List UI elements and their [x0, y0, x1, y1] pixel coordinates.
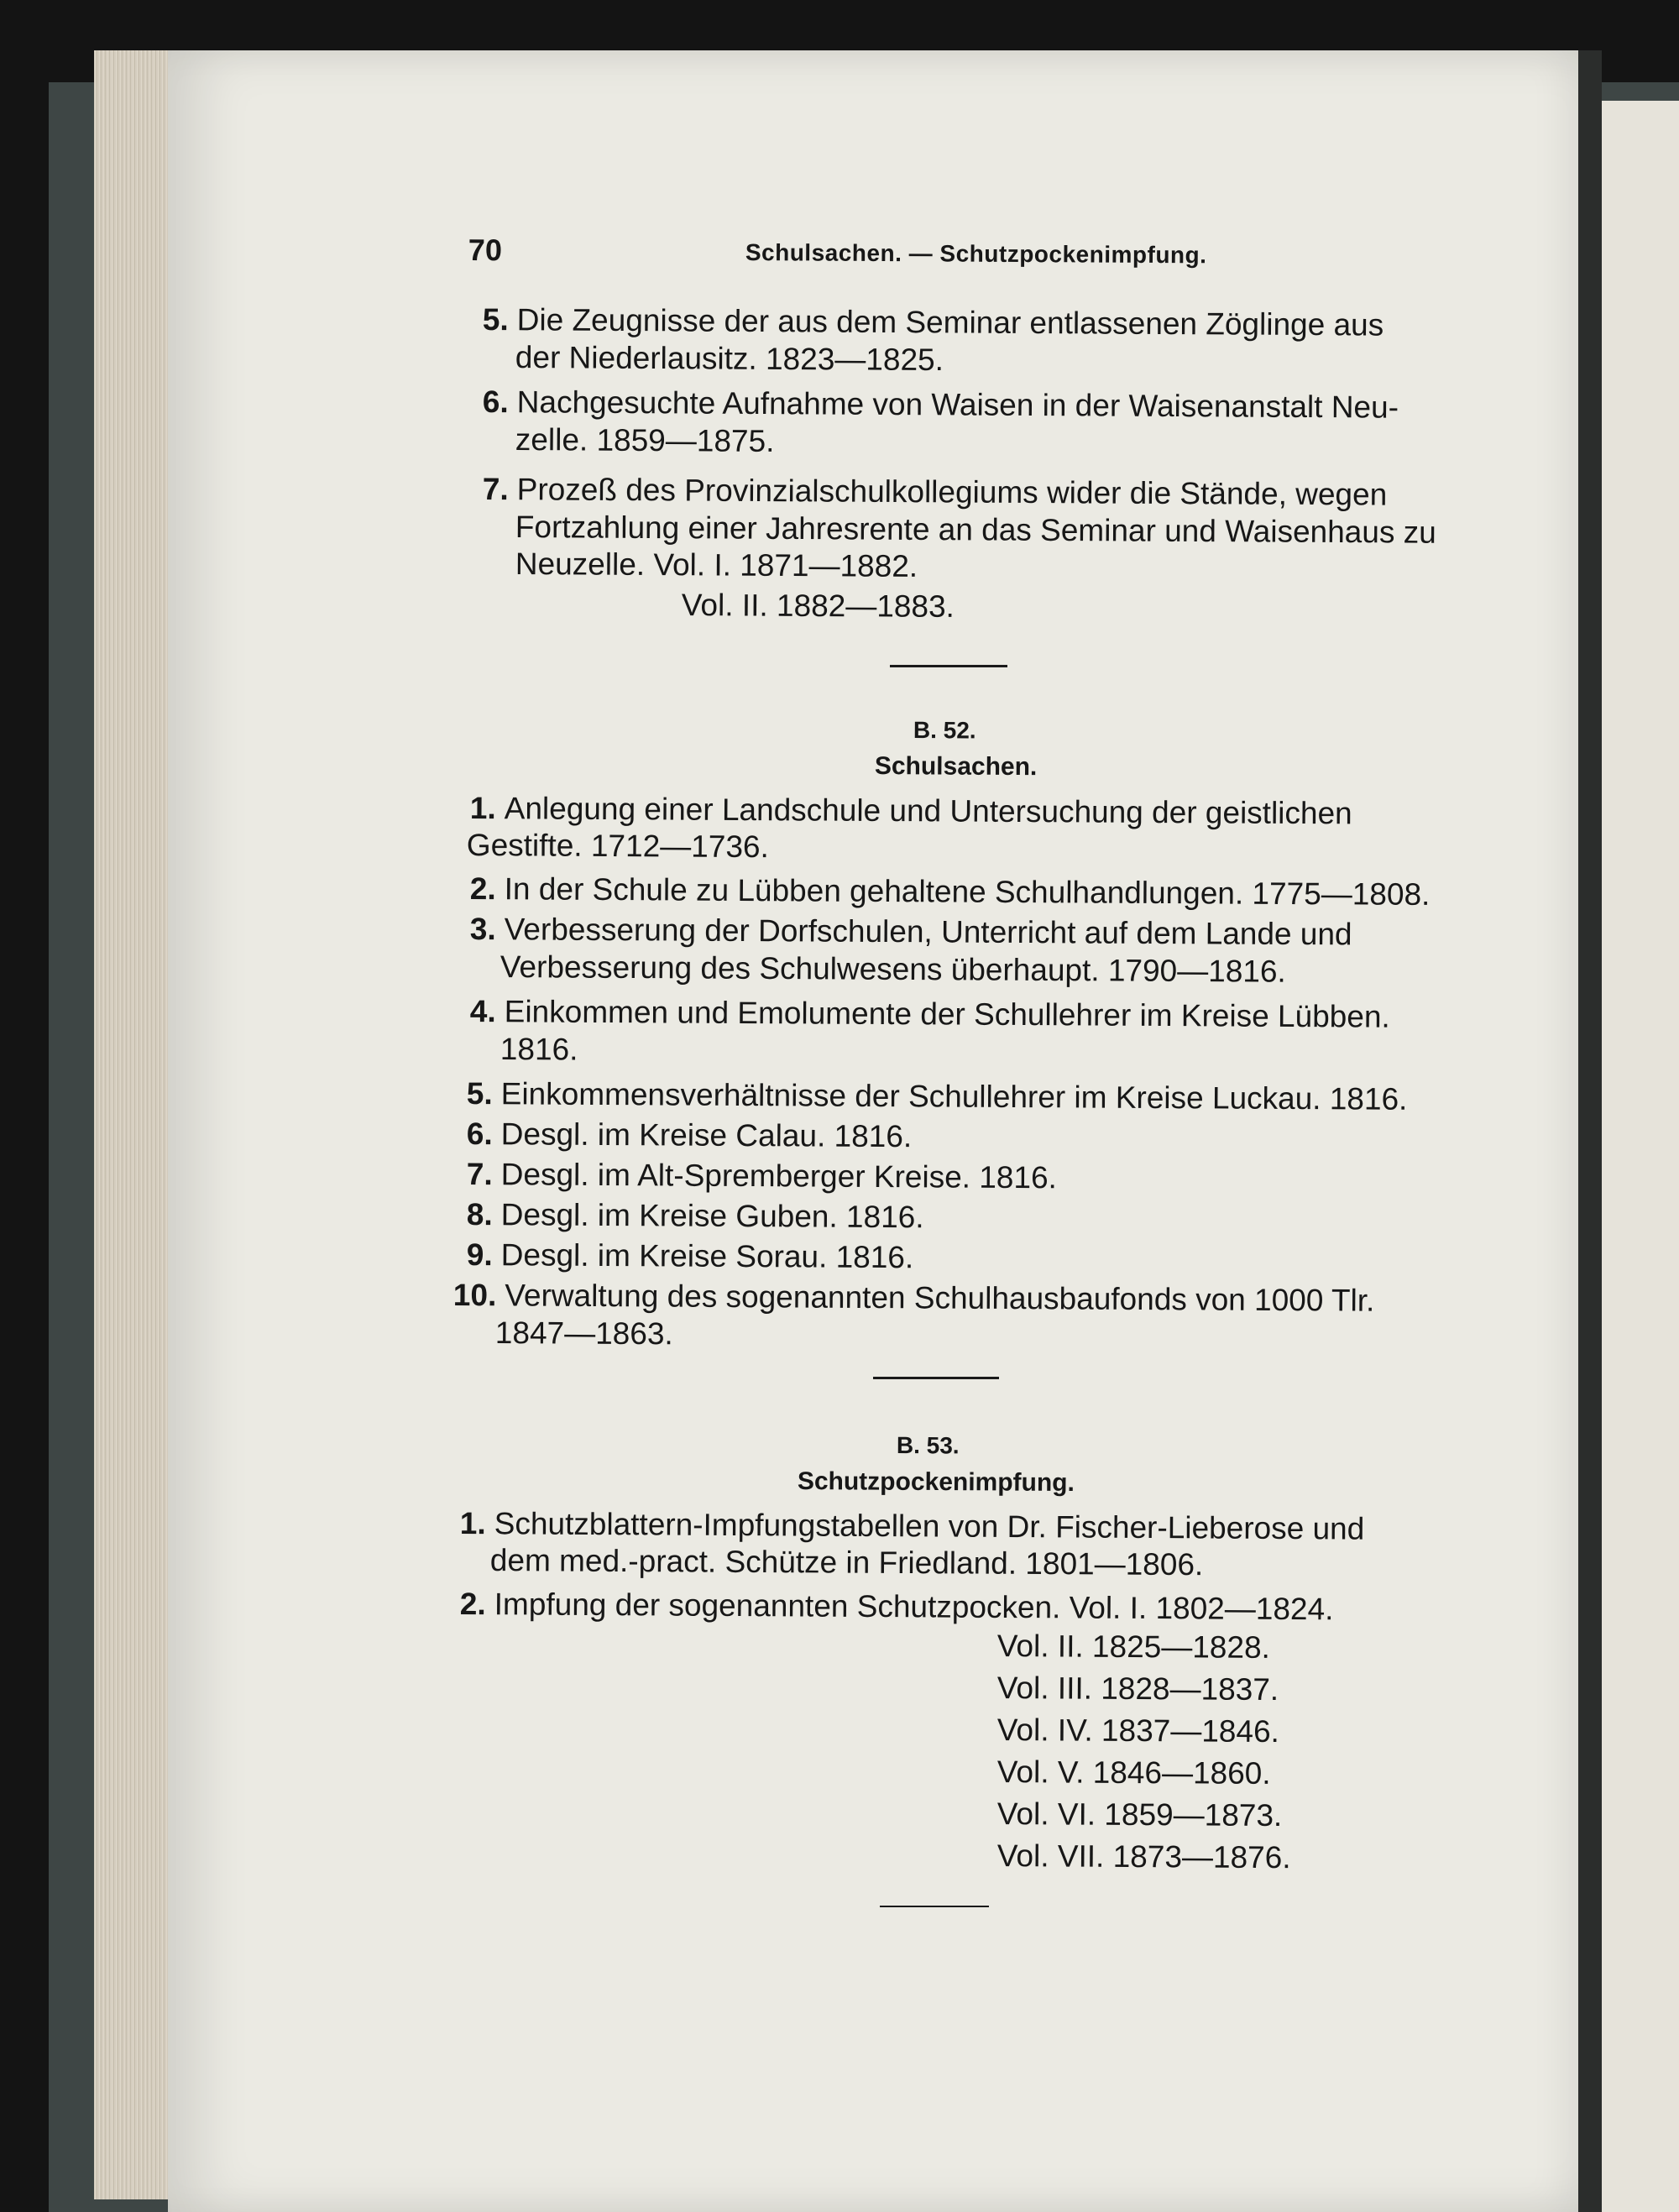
list-item: 1. Schutzblattern-Impfungstabellen von Dr. Fischer-Lieberose und [459, 1506, 1365, 1546]
list-item-continuation: Fortzahlung einer Jahresrente an das Seminar und Waisenhaus zu [515, 510, 1436, 550]
list-item: 2. Impfung der sogenannten Schutzpocken. Vol. I. 1802—1824. [459, 1587, 1334, 1627]
list-item: 10. Verwaltung des sogenannten Schulhausbaufonds von 1000 Tlr. [452, 1278, 1375, 1318]
book-gutter [1578, 50, 1602, 2212]
list-item-continuation: der Niederlausitz. 1823—1825. [515, 340, 944, 378]
list-item: 5. Die Zeugnisse der aus dem Seminar entlassenen Zöglinge aus [482, 302, 1384, 343]
page-number: 70 [468, 233, 503, 268]
section-number: B. 52. [913, 717, 976, 744]
list-item-continuation: Verbesserung des Schulwesens überhaupt. 1790—1816. [500, 949, 1286, 989]
list-item: 2. In der Schule zu Lübben gehaltene Schulhandlungen. 1775—1808. [469, 871, 1431, 912]
list-item: 6. Nachgesuchte Aufnahme von Waisen in der Waisenanstalt Neu- [482, 384, 1399, 425]
list-item-continuation: dem med.-pract. Schütze in Friedland. 1801—1806. [489, 1543, 1204, 1582]
list-item-continuation: Vol. III. 1828—1837. [996, 1671, 1279, 1707]
list-item: 6. Desgl. im Kreise Calau. 1816. [466, 1116, 913, 1154]
section-divider [873, 1377, 999, 1379]
list-item-continuation: Vol. IV. 1837—1846. [996, 1713, 1280, 1749]
list-item: 3. Verbesserung der Dorfschulen, Unterricht auf dem Lande und [469, 912, 1352, 952]
list-item: 1. Anlegung einer Landschule und Untersuchung der geistlichen [469, 791, 1352, 831]
list-item-continuation: zelle. 1859—1875. [515, 422, 775, 458]
section-title: Schutzpockenimpfung. [797, 1467, 1075, 1498]
section-title: Schulsachen. [874, 752, 1038, 782]
list-item-continuation: Vol. V. 1846—1860. [996, 1754, 1271, 1791]
section-number: B. 53. [896, 1432, 960, 1459]
list-item: 9. Desgl. im Kreise Sorau. 1816. [466, 1237, 914, 1275]
list-item: 8. Desgl. im Kreise Guben. 1816. [466, 1197, 924, 1235]
section-divider [890, 665, 1007, 667]
list-item-continuation: Vol. VI. 1859—1873. [996, 1796, 1283, 1833]
running-title: Schulsachen. — Schutzpockenimpfung. [745, 239, 1207, 269]
list-item-continuation: Vol. II. 1882—1883. [681, 588, 955, 624]
list-item: 7. Desgl. im Alt-Spremberger Kreise. 1816. [466, 1157, 1058, 1195]
list-item-continuation: Gestifte. 1712—1736. [466, 828, 769, 865]
list-item-continuation: 1816. [500, 1032, 578, 1067]
list-item: 4. Einkommen und Emolumente der Schullehrer im Kreise Lübben. [469, 994, 1390, 1034]
list-item-continuation: 1847—1863. [494, 1315, 673, 1352]
list-item-continuation: Vol. VII. 1873—1876. [996, 1838, 1291, 1875]
list-item: 5. Einkommensverhältnisse der Schullehrer im Kreise Luckau. 1816. [466, 1076, 1408, 1116]
adjacent-page-edge [1602, 101, 1679, 2212]
list-item-continuation: Vol. II. 1825—1828. [996, 1629, 1271, 1665]
list-item: 7. Prozeß des Provinzialschulkollegiums wider die Stände, wegen [482, 472, 1388, 512]
section-divider [880, 1906, 989, 1907]
list-item-continuation: Neuzelle. Vol. I. 1871—1882. [515, 546, 918, 583]
